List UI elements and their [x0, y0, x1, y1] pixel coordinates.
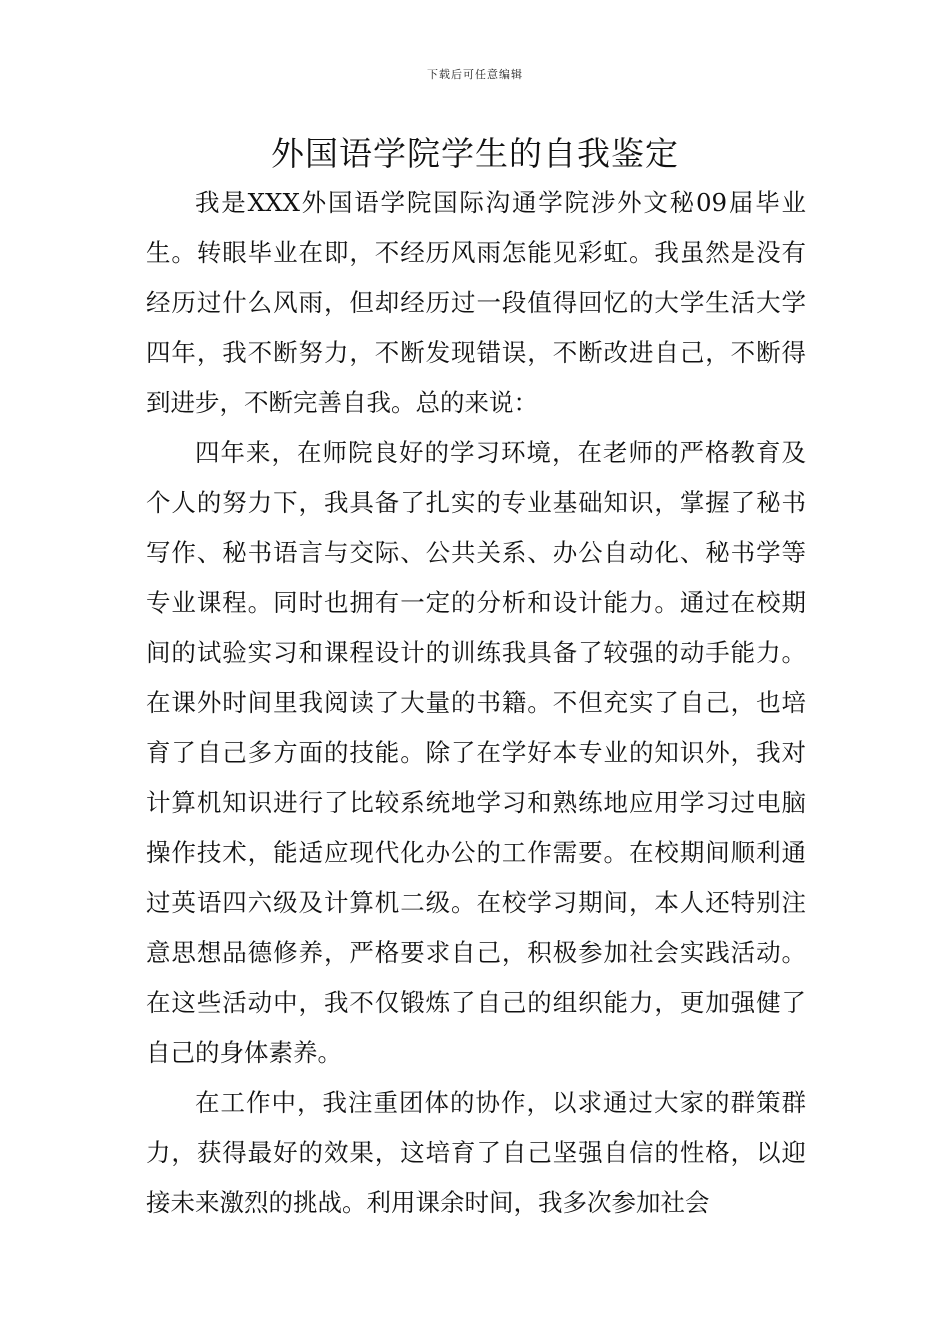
header-note: 下载后可任意编辑 — [427, 68, 523, 81]
document-title: 外国语学院学生的自我鉴定 — [271, 134, 679, 173]
paragraph-1: 我是XXX外国语学院国际沟通学院涉外文秘09届毕业生。转眼毕业在即，不经历风雨怎能见彩虹。我虽然是没有经历过什么风雨，但却经历过一段值得回忆的大学生活大学四年，我不断努力，不断发现错误，不断改进自己，不断得到进步，不断完善自我。总的来说： — [146, 188, 806, 417]
document-body — [146, 178, 806, 1228]
paragraph-2: 四年来，在师院良好的学习环境，在老师的严格教育及个人的努力下，我具备了扎实的专业基础知识，掌握了秘书写作、秘书语言与交际、公共关系、办公自动化、秘书学等专业课程。同时也拥有一定的分析和设计能力。通过在校期间的试验实习和课程设计的训练我具备了较强的动手能力。在课外时间里我阅读了大量的书籍。不但充实了自己，也培育了自己多方面的技能。除了在学好本专业的知识外，我对计算机知识进行了比较系统地学习和熟练地应用学习过电脑操作技术，能适应现代化办公的工作需要。在校期间顺利通过英语四六级及计算机二级。在校学习期间，本人还特别注意思想品德修养，严格要求自己，积极参加社会实践活动。在这些活动中，我不仅锻炼了自己的组织能力，更加强健了自己的身体素养。 — [146, 438, 806, 1067]
paragraph-3: 在工作中，我注重团体的协作，以求通过大家的群策群力，获得最好的效果，这培育了自己坚强自信的性格，以迎接未来激烈的挑战。利用课余时间，我多次参加社会 — [146, 1088, 806, 1217]
